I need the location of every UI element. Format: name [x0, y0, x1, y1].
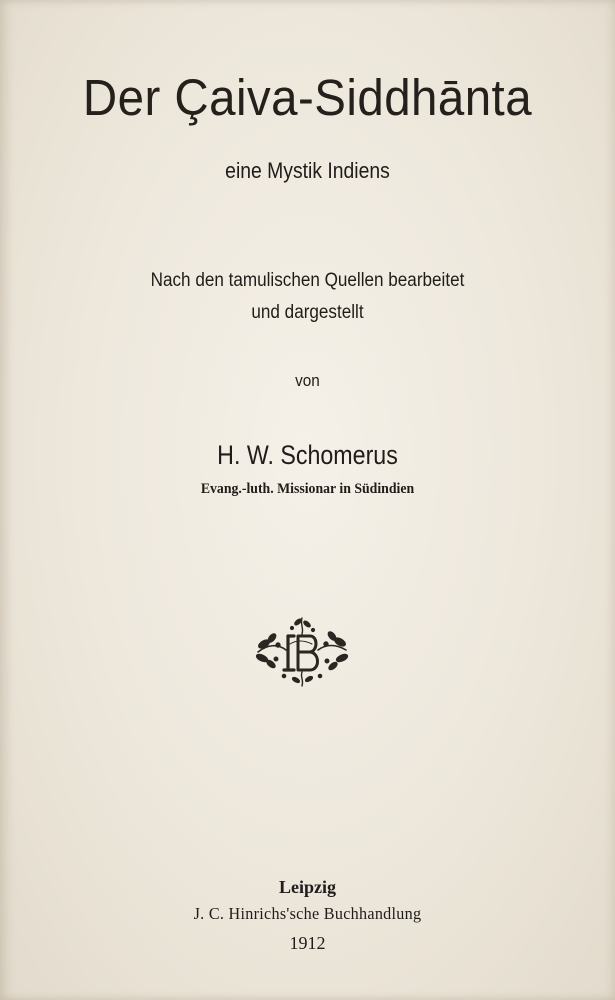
publisher-name: J. C. Hinrichs'sche Buchhandlung: [193, 904, 422, 923]
author-role: Evang.-luth. Missionar in Südindien: [200, 481, 415, 497]
book-title: Der Çaiva-Siddhānta: [82, 69, 533, 126]
publication-place: Leipzig: [279, 877, 336, 897]
author-name: H. W. Schomerus: [217, 440, 398, 470]
description-line-2: und dargestellt: [251, 302, 364, 323]
publication-year: 1912: [289, 933, 326, 953]
floral-monogram-icon: [254, 614, 350, 688]
book-subtitle: eine Mystik Indiens: [225, 158, 390, 183]
by-label: von: [295, 371, 320, 390]
description-line-1: Nach den tamulischen Quellen bearbeitet: [150, 270, 465, 291]
